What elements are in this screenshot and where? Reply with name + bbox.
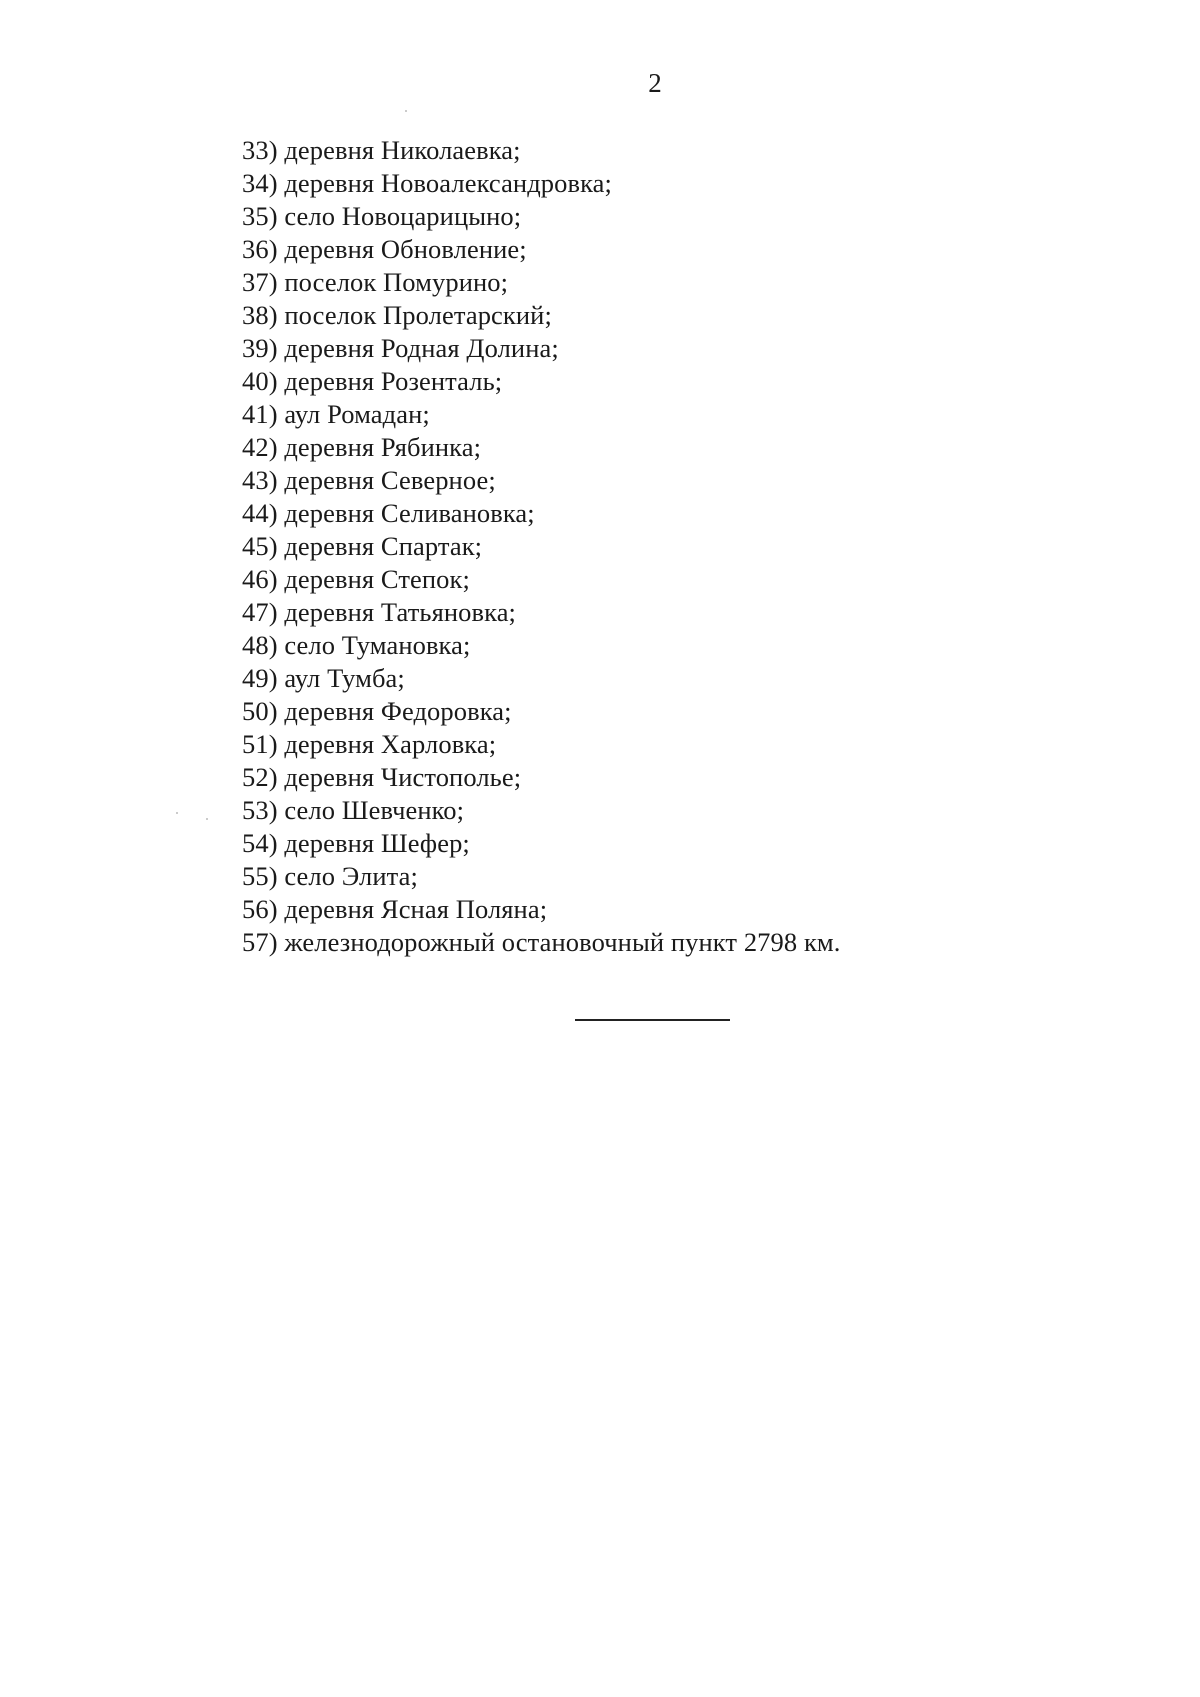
list-item: 45) деревня Спартак; [242, 531, 483, 561]
list-item: 43) деревня Северное; [242, 465, 496, 495]
list-item: 49) аул Тумба; [242, 663, 405, 693]
list-item: 57) железнодорожный остановочный пункт 2798 км. [242, 927, 841, 957]
end-divider [575, 1019, 730, 1021]
list-item: 42) деревня Рябинка; [242, 432, 482, 462]
scan-speck [176, 812, 178, 814]
scan-speck [405, 110, 407, 112]
list-item: 48) село Тумановка; [242, 630, 471, 660]
list-item: 54) деревня Шефер; [242, 828, 470, 858]
list-item: 50) деревня Федоровка; [242, 696, 512, 726]
list-item: 35) село Новоцарицыно; [242, 201, 522, 231]
list-item: 33) деревня Николаевка; [242, 135, 521, 165]
list-item: 53) село Шевченко; [242, 795, 465, 825]
settlement-list [242, 134, 841, 959]
list-item: 37) поселок Помурино; [242, 267, 509, 297]
list-item: 40) деревня Розенталь; [242, 366, 503, 396]
list-item: 34) деревня Новоалександровка; [242, 168, 613, 198]
list-item: 46) деревня Степок; [242, 564, 470, 594]
list-item: 47) деревня Татьяновка; [242, 597, 517, 627]
list-item: 38) поселок Пролетарский; [242, 300, 552, 330]
list-item: 56) деревня Ясная Поляна; [242, 894, 548, 924]
list-item: 39) деревня Родная Долина; [242, 333, 559, 363]
list-item: 44) деревня Селивановка; [242, 498, 535, 528]
scan-speck [206, 818, 208, 820]
page-number: 2 [648, 68, 662, 98]
list-item: 51) деревня Харловка; [242, 729, 497, 759]
list-item: 36) деревня Обновление; [242, 234, 527, 264]
list-item: 52) деревня Чистополье; [242, 762, 522, 792]
list-item: 55) село Элита; [242, 861, 418, 891]
list-item: 41) аул Ромадан; [242, 399, 430, 429]
